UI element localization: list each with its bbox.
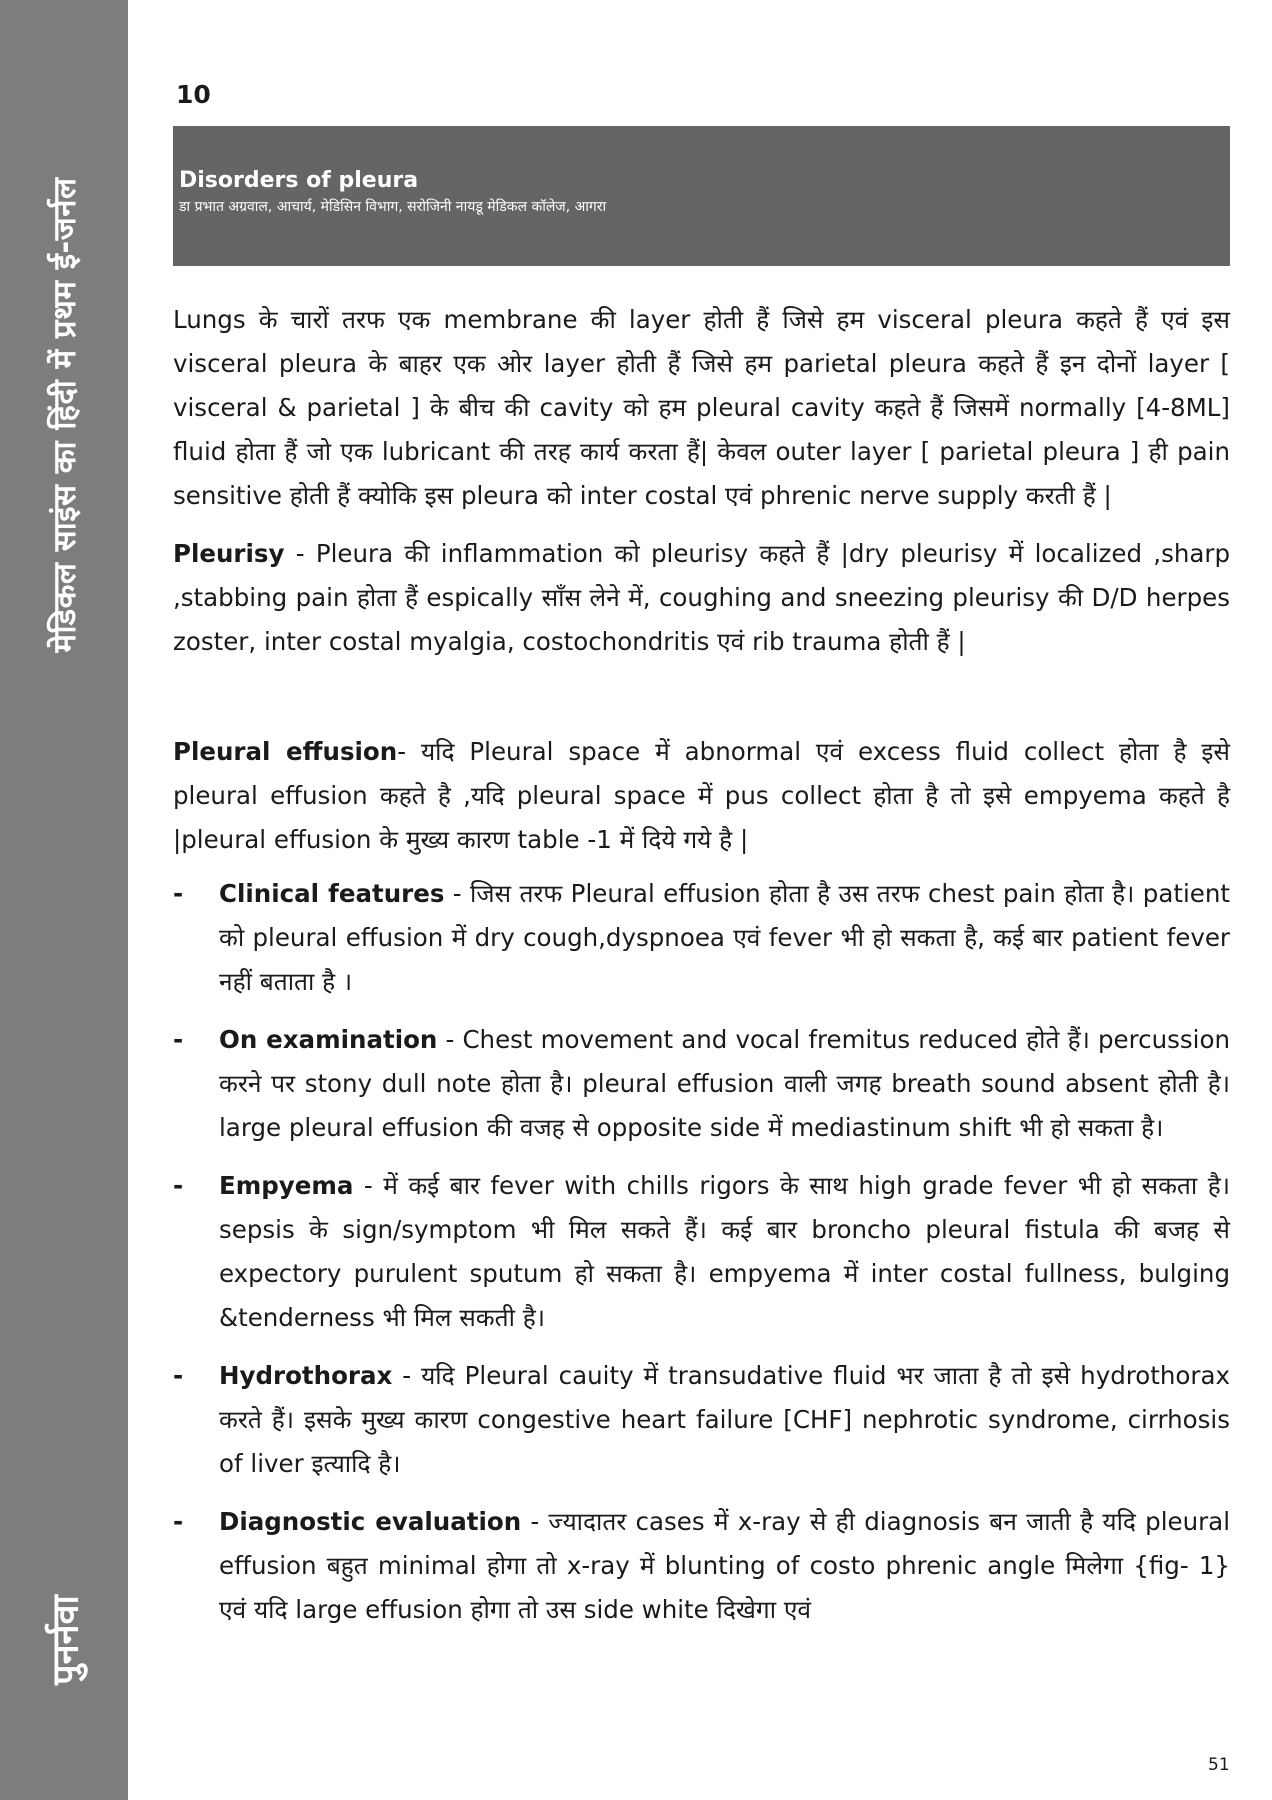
bullet-dash: - [173, 1171, 184, 1200]
bullet-diagnostic-evaluation [173, 1500, 1230, 1632]
bullet-on-examination [173, 1018, 1230, 1150]
journal-name: मेडिकल साइंस का हिंदी में प्रथम ई-जर्नल [47, 177, 83, 653]
chapter-number: 10 [176, 80, 211, 109]
bullet-label: Diagnostic evaluation [219, 1507, 522, 1536]
effusion-label: Pleural effusion [173, 737, 398, 766]
bullet-empyema [173, 1164, 1230, 1340]
bullet-label: Clinical features [219, 879, 445, 908]
bullet-dash: - [173, 1025, 184, 1054]
bullet-text: - यदि Pleural cauity में transudative fluid भर जाता है तो इसे hydrothorax करते हैं। इसके मुख्य कारण congestive heart failure [CHF] nephrotic syndrome, cirrhosis of liver इत्यादि है। [219, 1361, 1230, 1478]
bullet-text: - Chest movement and vocal fremitus reduced होते हैं। percussion करने पर stony dull note होता है। pleural effusion वाली जगह breath sound absent होती है। large pleural effusion की वजह से opposite side में mediastinum shift भी हो सकता है। [219, 1025, 1230, 1142]
bullet-text: - ज्यादातर cases में x-ray से ही diagnosis बन जाती है यदि pleural effusion बहुत minimal होगा तो x-ray में blunting of costo phrenic angle मिलेगा {fig- 1} एवं यदि large effusion होगा तो उस side white दिखेगा एवं [219, 1507, 1230, 1624]
sidebar [0, 0, 128, 1800]
article-title: Disorders of pleura [179, 168, 419, 193]
article-header [173, 126, 1230, 266]
pleurisy-text: - Pleura की inflammation को pleurisy कहते हैं |dry pleurisy में localized ,sharp ,stabbing pain होता हैं espically साँस लेने में, coughing and sneezing pleurisy की D/D herpes zoster, inter costal myalgia, costochondritis एवं rib trauma होती हैं | [173, 539, 1230, 656]
bullet-clinical-features [173, 872, 1230, 1004]
article-body [173, 298, 1230, 1632]
brand-name: पुनर्नवा [45, 1595, 87, 1685]
article-author: डा प्रभात अग्रवाल, आचार्य, मेडिसिन विभाग, सरोजिनी नायडू मेडिकल कॉलेज, आगरा [179, 199, 607, 215]
effusion-text: - यदि Pleural space में abnormal एवं excess fluid collect होता है इसे pleural effusion कहते है ,यदि pleural space में pus collect होता है तो इसे empyema कहते है |pleural effusion के मुख्य कारण table -1 में दिये गये है | [173, 737, 1230, 854]
bullet-dash: - [173, 1361, 184, 1390]
bullet-hydrothorax [173, 1354, 1230, 1486]
bullet-label: On examination [219, 1025, 438, 1054]
bullet-label: Hydrothorax [219, 1361, 393, 1390]
bullet-dash: - [173, 1507, 184, 1536]
bullet-label: Empyema [219, 1171, 354, 1200]
pleurisy-paragraph [173, 532, 1230, 664]
pleurisy-label: Pleurisy [173, 539, 285, 568]
bullet-dash: - [173, 879, 184, 908]
bullet-text: - में कई बार fever with chills rigors के साथ high grade fever भी हो सकता है। sepsis के sign/symptom भी मिल सकते हैं। कई बार broncho pleural fistula की बजह से expectory purulent sputum हो सकता है। empyema में inter costal fullness, bulging &tenderness भी मिल सकती है। [219, 1171, 1230, 1332]
effusion-paragraph [173, 730, 1230, 862]
page-number: 51 [1208, 1755, 1230, 1775]
intro-paragraph: Lungs के चारों तरफ एक membrane की layer होती हैं जिसे हम visceral pleura कहते हैं एवं इस visceral pleura के बाहर एक ओर layer होती हैं जिसे हम parietal pleura कहते हैं इन दोनों layer [ visceral & parietal ] के बीच की cavity को हम pleural cavity कहते हैं जिसमें normally [4-8ML] fluid होता हैं जो एक lubricant की तरह कार्य करता हैं| केवल outer layer [ parietal pleura ] ही pain sensitive होती हैं क्योकि इस pleura को inter costal एवं phrenic nerve supply करती हैं | [173, 305, 1230, 510]
bullet-text: - जिस तरफ Pleural effusion होता है उस तरफ chest pain होता है। patient को pleural effusion में dry cough,dyspnoea एवं fever भी हो सकता है, कई बार patient fever नहीं बताता है । [219, 879, 1230, 996]
